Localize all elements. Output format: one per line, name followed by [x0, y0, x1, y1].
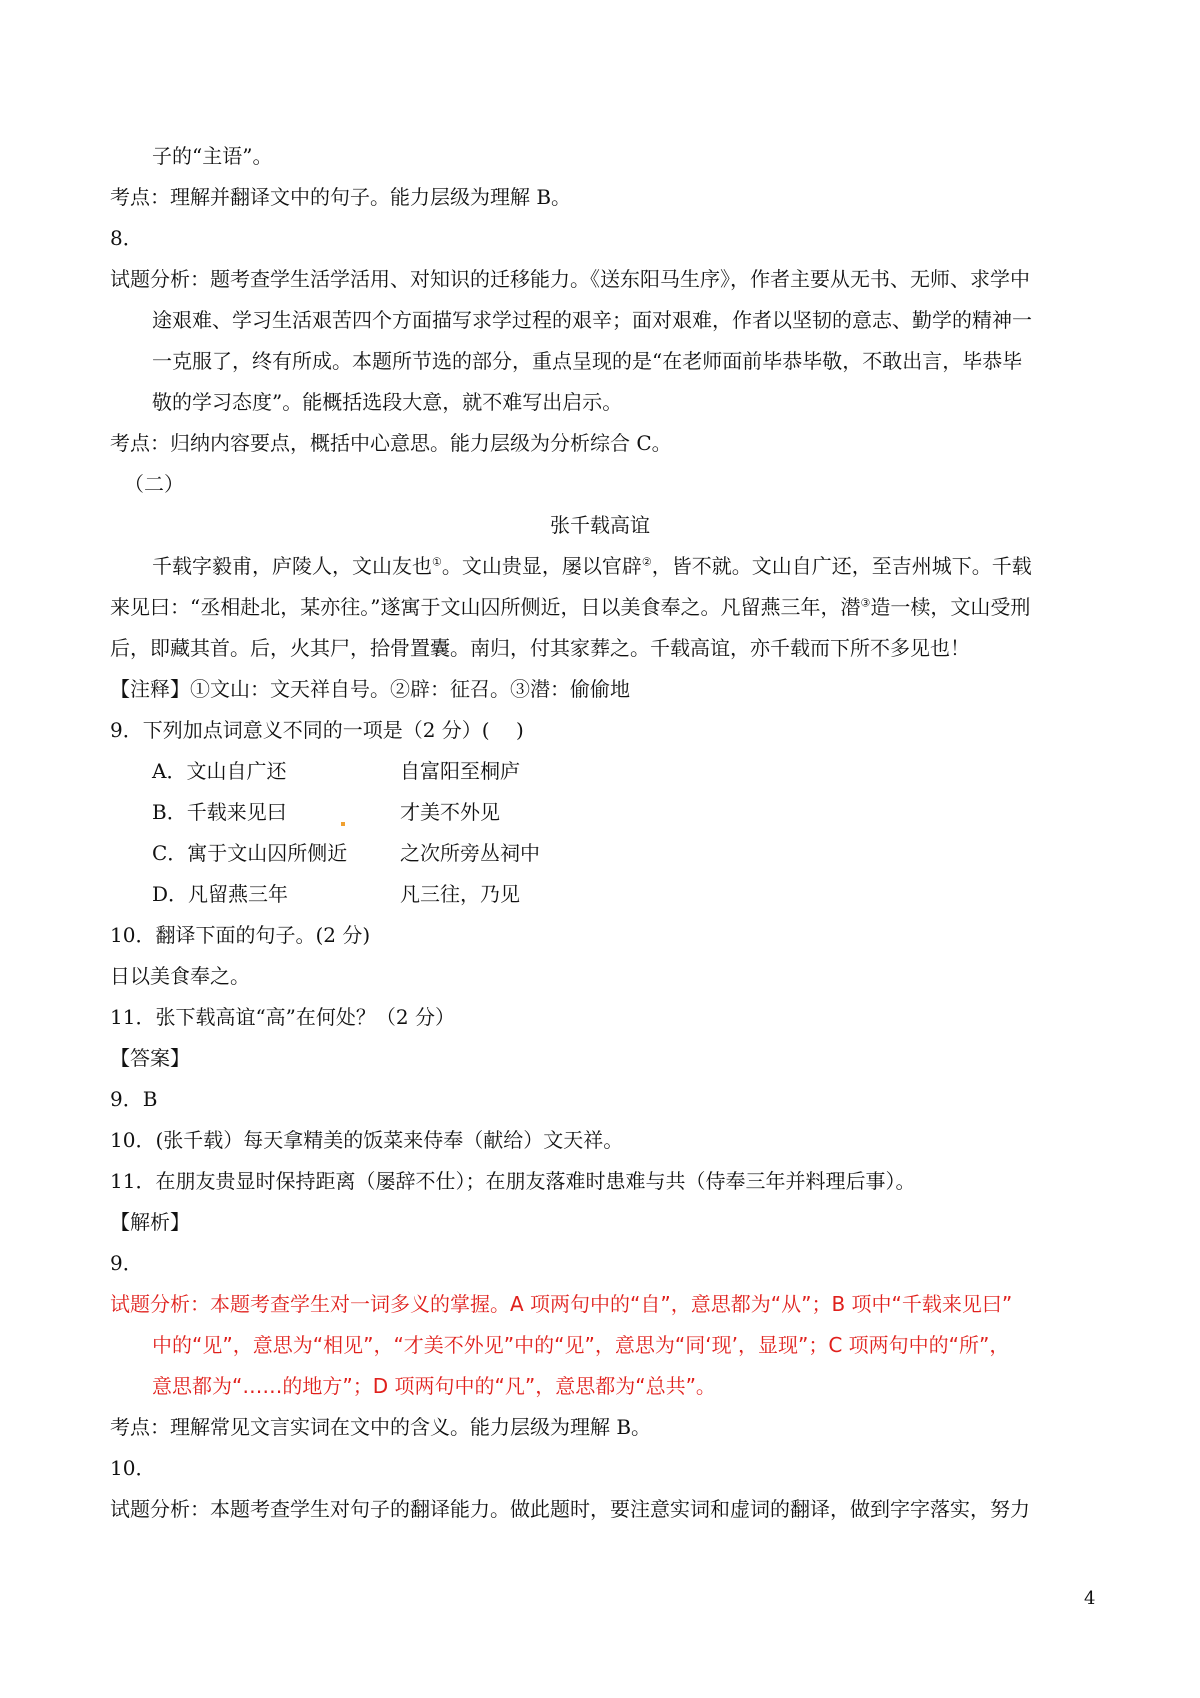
text-line-4: 试题分析：题考查学生活学活用、对知识的迁移能力。《送东阳马生序》，作者主要从无书、无师、求学中 [110, 267, 1030, 291]
passage-note: 【注释】①文山：文天祥自号。②辟：征召。③潜：偷偷地 [110, 677, 630, 701]
option-b-right: 才美不外见 [400, 800, 500, 824]
question-9: 9．下列加点词意义不同的一项是（2 分）( ) [110, 718, 524, 742]
analysis-9-line-2: 中的“见”，意思为“相见”，“才美不外见”中的“见”，意思为“同‘现’，显现”；C 项两句中的“所”， [152, 1333, 1010, 1357]
passage-text: ，皆不就。文山自广还，至吉州城下。千载 [651, 554, 1032, 578]
analysis-9-number: 9． [110, 1251, 143, 1275]
question-11: 11．张下载高谊“高”在何处？（2 分） [110, 1005, 455, 1029]
option-c-right: 之次所旁丛祠中 [400, 841, 540, 865]
passage-line-3: 后，即藏其首。后，火其尸，拾骨置囊。南归，付其家葬之。千载高谊，亦千载而下所不多见也！ [110, 636, 970, 660]
text-line-3: 8． [110, 226, 143, 250]
option-c [110, 833, 1100, 874]
passage-line-2 [110, 587, 1100, 628]
footnote-mark: ① [432, 555, 442, 569]
analysis-9-keypoint: 考点：理解常见文言实词在文中的含义。能力层级为理解 B。 [110, 1415, 652, 1439]
footnote-mark: ③ [860, 596, 871, 610]
text-line-6: 一克服了，终有所成。本题所节选的部分，重点呈现的是“在老师面前毕恭毕敬，不敢出言，毕恭毕 [152, 349, 1023, 373]
orange-dot-mark [341, 822, 345, 826]
answer-10: 10．(张千载）每天拿精美的饭菜来侍奉（献给）文天祥。 [110, 1128, 624, 1152]
analysis-9-line-3: 意思都为“……的地方”；D 项两句中的“凡”，意思都为“总共”。 [152, 1374, 716, 1398]
passage-text: 来见曰：“丞相赴北，某亦往。”遂寓于文山囚所侧近，日以美食奉之。凡留燕三年，潜 [110, 595, 861, 619]
option-d-left: D．凡留燕三年 [152, 882, 289, 906]
section-label: （二） [124, 472, 184, 496]
analysis-10-number: 10． [110, 1456, 156, 1480]
option-a-left: A．文山自广还 [152, 759, 287, 783]
footnote-mark: ② [641, 555, 652, 569]
text-line-1: 子的“主语”。 [152, 144, 273, 168]
text-line-2: 考点：理解并翻译文中的句子。能力层级为理解 B。 [110, 185, 572, 209]
option-d-right: 凡三往，乃见 [400, 882, 520, 906]
answer-9: 9．B [110, 1087, 158, 1111]
text-line-7: 敬的学习态度”。能概括选段大意，就不难写出启示。 [152, 390, 623, 414]
option-a-right: 自富阳至桐庐 [400, 759, 520, 783]
option-b-left: B．千载来见曰 [152, 800, 287, 824]
analysis-10-text: 试题分析：本题考查学生对句子的翻译能力。做此题时，要注意实词和虚词的翻译，做到字字落实，努力 [110, 1497, 1030, 1521]
text-line-8: 考点：归纳内容要点，概括中心意思。能力层级为分析综合 C。 [110, 431, 672, 455]
option-a [110, 751, 1100, 792]
option-d [110, 874, 1100, 915]
option-c-left: C．寓于文山囚所侧近 [152, 841, 348, 865]
passage-text: 。文山贵显，屡以官辟 [441, 554, 642, 578]
analysis-header: 【解析】 [110, 1210, 190, 1234]
text-line-5: 途艰难、学习生活艰苦四个方面描写求学过程的艰辛；面对艰难，作者以坚韧的意志、勤学的精神一 [152, 308, 1032, 332]
page-content [110, 136, 1100, 1530]
question-10: 10．翻译下面的句子。(2 分) [110, 923, 371, 947]
passage-text: 千载字毅甫，庐陵人，文山友也 [152, 554, 432, 578]
passage-title: 张千载高谊 [550, 513, 650, 537]
answer-11: 11．在朋友贵显时保持距离（屡辞不仕）；在朋友落难时患难与共（侍奉三年并料理后事）。 [110, 1169, 916, 1193]
option-b [110, 792, 1100, 833]
analysis-9-line-1: 试题分析：本题考查学生对一词多义的掌握。A 项两句中的“自”，意思都为“从”；B 项中“千载来见曰” [110, 1292, 1013, 1316]
question-10-sentence: 日以美食奉之。 [110, 964, 250, 988]
passage-text: 造一椟，文山受刑 [870, 595, 1031, 619]
page-number: 4 [1084, 1588, 1096, 1609]
answer-header: 【答案】 [110, 1046, 190, 1070]
passage-line-1 [110, 546, 1100, 587]
